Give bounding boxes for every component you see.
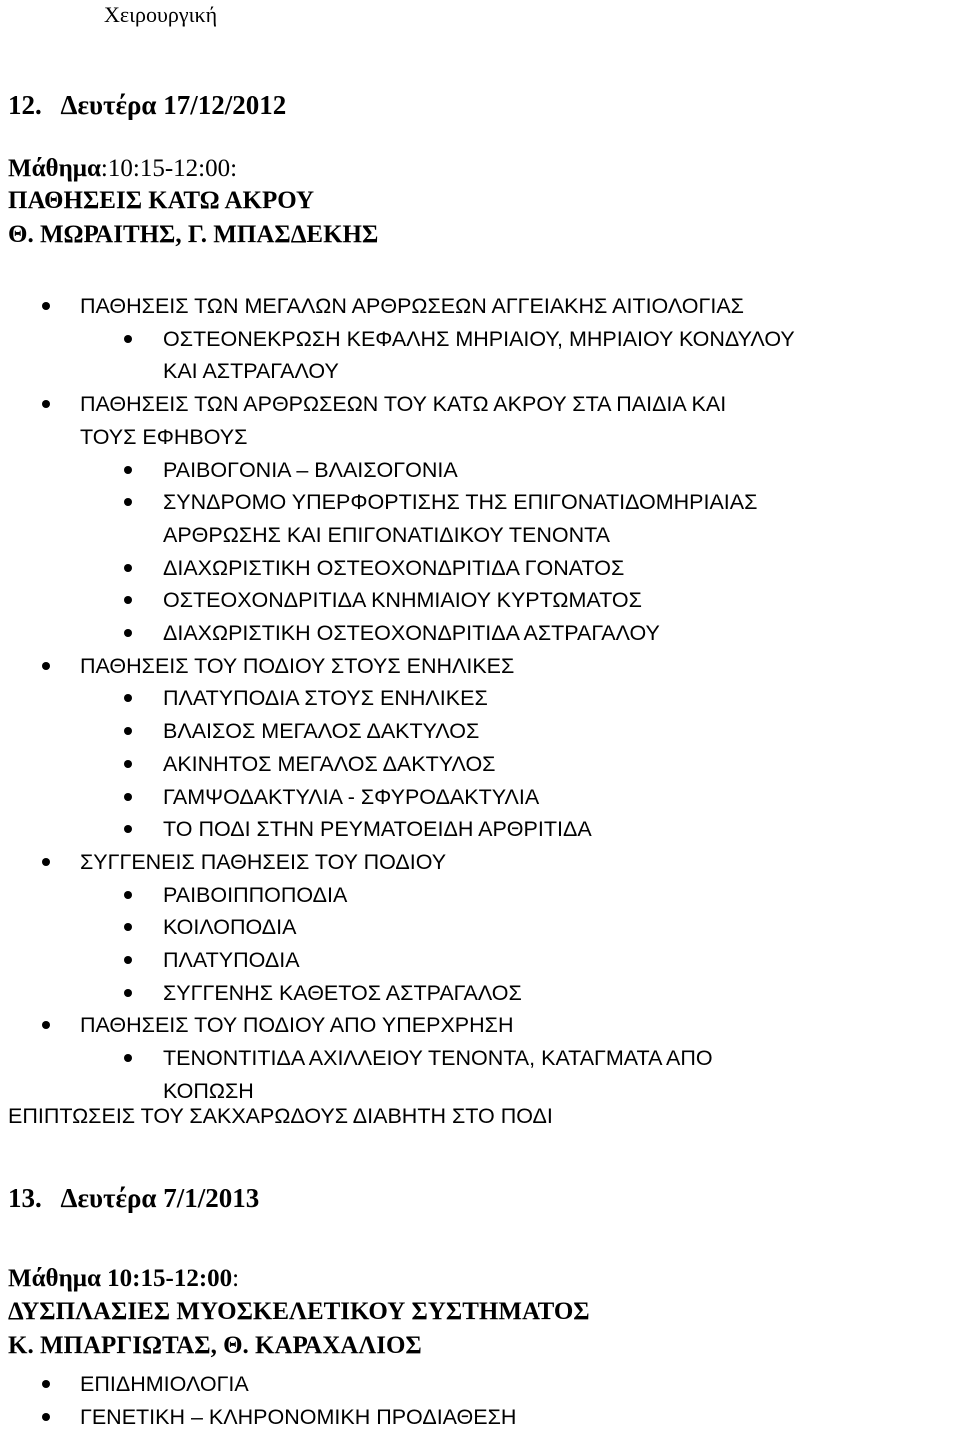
session-12-item-13-line-0: ΤΟ ΠΟΔΙ ΣΤΗΝ ΡΕΥΜΑΤΟΕΙΔΗ ΑΡΘΡΙΤΙΔΑ [163,817,592,842]
session-12-item-15-line-0: ΡΑΙΒΟΙΠΠΟΠΟΔΙΑ [163,882,348,907]
session-12-item-11-line-0: ΑΚΙΝΗΤΟΣ ΜΕΓΑΛΟΣ ΔΑΚΤΥΛΟΣ [163,751,496,776]
session-12-item-7-line-0: ΔΙΑΧΩΡΙΣΤΙΚΗ ΟΣΤΕΟΧΟΝΔΡΙΤΙΔΑ ΑΣΤΡΑΓΑΛΟΥ [163,621,660,645]
session-12-item-2-line-0: ΠΑΘΗΣΕΙΣ ΤΩΝ ΑΡΘΡΩΣΕΩΝ ΤΟΥ ΚΑΤΩ ΑΚΡΟΥ ΣΤΑ ΠΑΙΔΙΑ ΚΑΙ [80,392,727,417]
session-13-date: Δευτέρα 7/1/2013 [60,1183,260,1213]
page-header: Χειρουργική [104,2,218,27]
session-12-lesson-label: Μάθημα [8,155,101,182]
bullet-icon [42,1413,50,1421]
bullet-icon [42,858,50,866]
session-13-time-suffix: : [232,1265,240,1292]
session-12-item-10-line-0: ΒΛΑΙΣΟΣ ΜΕΓΑΛΟΣ ΔΑΚΤΥΛΟΣ [163,719,480,744]
session-13-number: 13. [8,1183,42,1213]
session-12-item-20-line-1: ΚΟΠΩΣΗ [163,1078,254,1103]
session-13-item-1-line-0: ΓΕΝΕΤΙΚΗ – ΚΛΗΡΟΝΟΜΙΚΗ ΠΡΟΔΙΑΘΕΣΗ [80,1405,517,1429]
session-12-item-16-line-0: ΚΟΙΛΟΠΟΔΙΑ [163,915,297,940]
bullet-icon [124,727,132,735]
bullet-icon [124,564,132,572]
session-12-item-4-line-0: ΣΥΝΔΡΟΜΟ ΥΠΕΡΦΟΡΤΙΣΗΣ ΤΗΣ ΕΠΙΓΟΝΑΤΙΔΟΜΗΡΙΑΙΑΣ [163,490,758,515]
session-13-subject: ΔΥΣΠΛΑΣΙΕΣ ΜΥΟΣΚΕΛΕΤΙΚΟΥ ΣΥΣΤΗΜΑΤΟΣ [8,1298,590,1325]
session-13-teachers: Κ. ΜΠΑΡΓΙΩΤΑΣ, Θ. ΚΑΡΑΧΑΛΙΟΣ [8,1332,422,1359]
bullet-icon [124,891,132,899]
session-12-number: 12. [8,90,42,120]
session-12-time: :10:15-12:00: [100,155,238,182]
bullet-icon [42,662,50,670]
bullet-icon [124,335,132,343]
bullet-icon [124,760,132,768]
session-12-item-4-line-1: ΑΡΘΡΩΣΗΣ ΚΑΙ ΕΠΙΓΟΝΑΤΙΔΙΚΟΥ ΤΕΝΟΝΤΑ [163,522,611,547]
session-12-item-5-line-0: ΔΙΑΧΩΡΙΣΤΙΚΗ ΟΣΤΕΟΧΟΝΔΡΙΤΙΔΑ ΓΟΝΑΤΟΣ [163,555,625,580]
bullet-icon [124,466,132,474]
session-12-heading [8,90,286,120]
session-13-lesson-label: Μάθημα 10:15-12:00 [8,1265,233,1292]
bullet-icon [124,793,132,801]
session-12-item-9-line-0: ΠΛΑΤΥΠΟΔΙΑ ΣΤΟΥΣ ΕΝΗΛΙΚΕΣ [163,686,488,711]
bullet-icon [124,1054,132,1062]
session-12-date: Δευτέρα 17/12/2012 [60,90,287,120]
bullet-icon [124,825,132,833]
bullet-icon [42,1380,50,1388]
session-12-item-18-line-0: ΣΥΓΓΕΝΗΣ ΚΑΘΕΤΟΣ ΑΣΤΡΑΓΑΛΟΣ [163,980,522,1005]
session-12-item-1-line-0: ΟΣΤΕΟΝΕΚΡΩΣΗ ΚΕΦΑΛΗΣ ΜΗΡΙΑΙΟΥ, ΜΗΡΙΑΙΟΥ ΚΟΝΔΥΛΟΥ [163,326,795,351]
bullet-icon [124,629,132,637]
session-13-heading [8,1183,259,1213]
session-12-teachers: Θ. ΜΩΡΑΙΤΗΣ, Γ. ΜΠΑΣΔΕΚΗΣ [8,221,379,248]
session-12-item-0-line-0: ΠΑΘΗΣΕΙΣ ΤΩΝ ΜΕΓΑΛΩΝ ΑΡΘΡΩΣΕΩΝ ΑΓΓΕΙΑΚΗΣ ΑΙΤΙΟΛΟΓΙΑΣ [80,294,744,318]
bullet-icon [42,1021,50,1029]
session-13-lesson [8,1264,239,1294]
session-12-lesson [8,154,237,184]
session-12-item-6-line-0: ΟΣΤΕΟΧΟΝΔΡΙΤΙΔΑ ΚΝΗΜΙΑΙΟΥ ΚΥΡΤΩΜΑΤΟΣ [163,588,642,613]
session-12-subject: ΠΑΘΗΣΕΙΣ ΚΑΤΩ ΑΚΡΟΥ [8,187,315,214]
session-12-item-8-line-0: ΠΑΘΗΣΕΙΣ ΤΟΥ ΠΟΔΙΟΥ ΣΤΟΥΣ ΕΝΗΛΙΚΕΣ [80,653,515,678]
bullet-icon [124,956,132,964]
session-12-item-12-line-0: ΓΑΜΨΟΔΑΚΤΥΛΙΑ - ΣΦΥΡΟΔΑΚΤΥΛΙΑ [163,784,540,809]
bullet-icon [124,923,132,931]
bullet-icon [124,498,132,506]
bullet-icon [124,596,132,604]
session-12-item-19-line-0: ΠΑΘΗΣΕΙΣ ΤΟΥ ΠΟΔΙΟΥ ΑΠΟ ΥΠΕΡΧΡΗΣΗ [80,1013,514,1038]
session-12-item-20-line-0: ΤΕΝΟΝΤΙΤΙΔΑ ΑΧΙΛΛΕΙΟΥ ΤΕΝΟΝΤΑ, ΚΑΤΑΓΜΑΤΑ ΑΠΟ [163,1046,713,1071]
bullet-icon [42,400,50,408]
bullet-icon [124,694,132,702]
session-12-closing: ΕΠΙΠΤΩΣΕΙΣ ΤΟΥ ΣΑΚΧΑΡΩΔΟΥΣ ΔΙΑΒΗΤΗ ΣΤΟ ΠΟΔΙ [8,1104,553,1128]
session-13-item-0-line-0: ΕΠΙΔΗΜΙΟΛΟΓΙΑ [80,1372,249,1396]
session-12-item-17-line-0: ΠΛΑΤΥΠΟΔΙΑ [163,948,300,972]
session-12-item-14-line-0: ΣΥΓΓΕΝΕΙΣ ΠΑΘΗΣΕΙΣ ΤΟΥ ΠΟΔΙΟΥ [80,849,447,874]
bullet-icon [42,302,50,310]
session-12-item-3-line-0: ΡΑΙΒΟΓΟΝΙΑ – ΒΛΑΙΣΟΓΟΝΙΑ [163,457,458,482]
session-12-item-2-line-1: ΤΟΥΣ ΕΦΗΒΟΥΣ [80,424,248,449]
bullet-icon [124,989,132,997]
session-12-item-1-line-1: ΚΑΙ ΑΣΤΡΑΓΑΛΟΥ [163,359,339,384]
